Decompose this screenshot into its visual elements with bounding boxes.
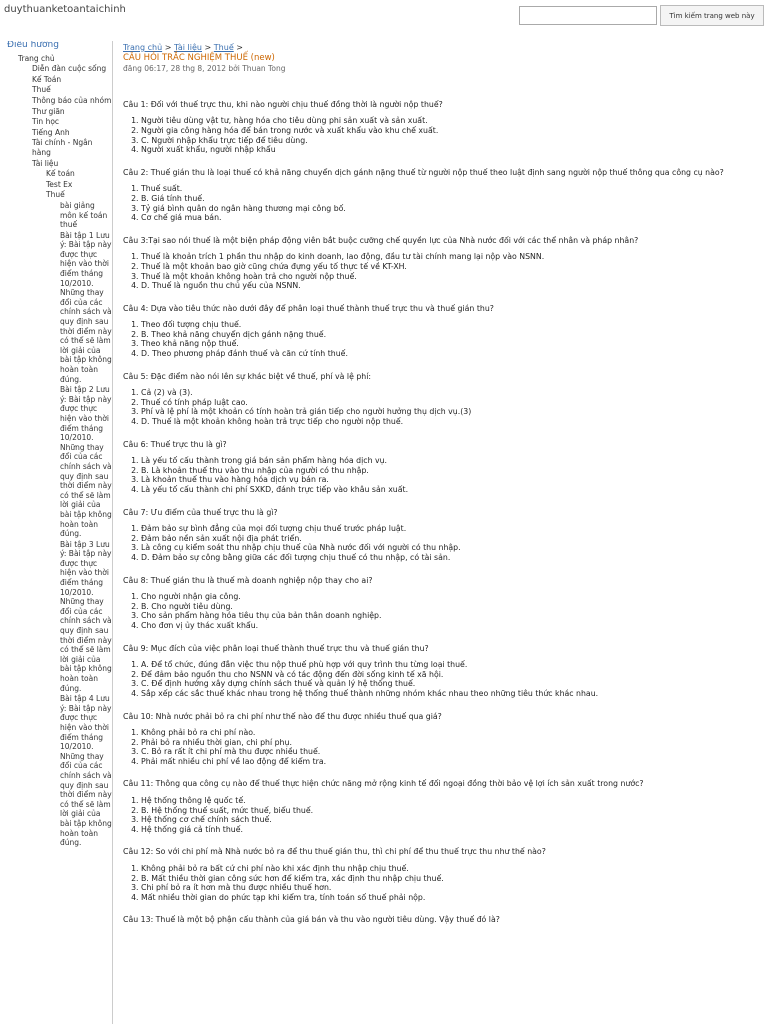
sidebar-item[interactable]: bài giảng môn kế toán thuế bbox=[60, 200, 108, 230]
answer-list bbox=[123, 116, 763, 154]
answer-list bbox=[123, 796, 763, 834]
answer-option: 2. Thuế có tính pháp luật cao. bbox=[141, 398, 763, 408]
answer-list bbox=[123, 728, 763, 766]
question-text: Câu 4: Dựa vào tiêu thức nào dưới đây để phân loại thuế thành thuế trực thu và thuế gián thu? bbox=[123, 303, 494, 313]
answer-option: 2. B. Mất thiều thời gian công sức hơn để kiểm tra, xác định thu nhập chịu thuế. bbox=[141, 874, 763, 884]
question-block bbox=[123, 100, 763, 155]
question-text: Câu 10: Nhà nước phải bỏ ra chi phí như thế nào để thu được nhiều thuế qua giá? bbox=[123, 711, 442, 721]
sidebar-item[interactable]: Trang chủ bbox=[18, 53, 55, 63]
answer-option: 4. D. Đảm bảo sự công bằng giữa các đối tượng chịu thuế có thu nhập, có tài sản. bbox=[141, 553, 763, 563]
question-text: Câu 2: Thuế gián thu là loại thuế có khả năng chuyển dịch gánh nặng thuế từ người nộp thuế theo luật định sang người nộp thuế thông qua công cụ nào? bbox=[123, 167, 724, 177]
answer-option: 1. Cả (2) và (3). bbox=[141, 388, 763, 398]
answer-option: 1. A. Để tổ chức, đúng đắn việc thu nộp thuế phù hợp với quy trình thu từng loại thuế. bbox=[141, 660, 763, 670]
sidebar-item[interactable]: Thuế bbox=[32, 85, 51, 95]
breadcrumb-separator: > bbox=[164, 43, 172, 52]
sidebar-item[interactable]: Kế Toán bbox=[32, 74, 62, 84]
answer-option: 2. B. Cho người tiêu dùng. bbox=[141, 602, 763, 612]
answer-option: 1. Đảm bảo sự bình đẳng của mọi đối tượng chịu thuế trước pháp luật. bbox=[141, 524, 763, 534]
question-text: Câu 1: Đối với thuế trực thu, khi nào người chịu thuế đồng thời là người nộp thuế? bbox=[123, 99, 443, 109]
sidebar-item[interactable]: Tiếng Anh bbox=[32, 127, 70, 137]
question-block bbox=[123, 644, 763, 699]
question-text: Câu 12: So với chi phí mà Nhà nước bỏ ra để thu thuế gián thu, thì chi phí để thu thuế trực thu như thế nào? bbox=[123, 847, 546, 857]
sidebar-item[interactable]: Thuế bbox=[46, 190, 65, 200]
sidebar-item[interactable]: Diễn đàn cuộc sống bbox=[32, 64, 107, 74]
answer-option: 3. Tỷ giá bình quân do ngân hàng thương mại công bố. bbox=[141, 204, 763, 214]
sidebar-item[interactable]: Bài tập 2 Lưu ý: Bài tập này được thực hiện vào thời điểm tháng 10/2010. Những thay đổi của các chính sách và quy định sau thời điểm này có thể sẽ làm lời giải của bài tập không hoàn toàn đúng. bbox=[60, 385, 112, 539]
answer-option: 2. Thuế là một khoản bao giờ cũng chứa đựng yếu tố thực tế về KT-XH. bbox=[141, 262, 763, 272]
answer-list bbox=[123, 388, 763, 426]
answer-list bbox=[123, 252, 763, 290]
answer-option: 3. Chi phí bỏ ra ít hơn mà thu được nhiều thuế hơn. bbox=[141, 883, 763, 893]
answer-option: 4. D. Theo phương pháp đánh thuế và căn cứ tính thuế. bbox=[141, 349, 763, 359]
answer-option: 4. Cho đơn vị ủy thác xuất khẩu. bbox=[141, 621, 763, 631]
answer-list bbox=[123, 524, 763, 562]
question-block bbox=[123, 304, 763, 359]
answer-option: 1. Không phải bỏ ra bất cứ chi phí nào khi xác định thu nhập chịu thuế. bbox=[141, 864, 763, 874]
answer-list bbox=[123, 184, 763, 222]
answer-option: 3. Thuế là một khoản không hoàn trả cho người nộp thuế. bbox=[141, 272, 763, 282]
answer-option: 3. Là khoản thuế thu vào hàng hóa dịch vụ bán ra. bbox=[141, 475, 763, 485]
question-block bbox=[123, 915, 763, 925]
answer-option: 4. Là yếu tố cấu thành chi phí SXKD, đánh trực tiếp vào khâu sản xuất. bbox=[141, 485, 763, 495]
answer-option: 2. B. Theo khả năng chuyển dịch gánh nặng thuế. bbox=[141, 330, 763, 340]
question-list bbox=[123, 100, 763, 925]
answer-option: 3. Hệ thống cơ chế chính sách thuế. bbox=[141, 815, 763, 825]
answer-option: 1. Cho người nhận gia công. bbox=[141, 592, 763, 602]
answer-option: 4. D. Thuế là nguồn thu chủ yếu của NSNN. bbox=[141, 281, 763, 291]
question-block bbox=[123, 236, 763, 291]
breadcrumb-link-documents[interactable]: Tài liệu bbox=[173, 43, 202, 52]
answer-option: 3. C. Để định hướng xây dựng chính sách thuế và quản lý hệ thống thuế. bbox=[141, 679, 763, 689]
sidebar-item[interactable]: Bài tập 4 Lưu ý: Bài tập này được thực hiện vào thời điểm tháng 10/2010. Những thay đổi của các chính sách và quy định sau thời điểm này có thể sẽ làm lời giải của bài tập không hoàn toàn đúng. bbox=[60, 694, 112, 848]
answer-option: 4. Mất nhiều thời gian do phức tạp khi kiểm tra, tính toán số thuế phải nộp. bbox=[141, 893, 763, 903]
sidebar-item[interactable]: Tài chính - Ngân hàng bbox=[32, 138, 93, 157]
answer-list bbox=[123, 660, 763, 698]
answer-option: 4. Người xuất khẩu, người nhập khẩu bbox=[141, 145, 763, 155]
sidebar-item[interactable]: Test Ex bbox=[46, 179, 73, 189]
answer-option: 2. Để đảm bảo nguồn thu cho NSNN và có tác động đến đời sống kinh tế xã hội. bbox=[141, 670, 763, 680]
site-title[interactable]: duythuanketoantaichinh bbox=[4, 4, 126, 15]
question-block bbox=[123, 440, 763, 495]
answer-list bbox=[123, 592, 763, 630]
answer-option: 2. B. Là khoản thuế thu vào thu nhập của người có thu nhập. bbox=[141, 466, 763, 476]
sidebar-item[interactable]: Thư giãn bbox=[32, 106, 65, 116]
answer-option: 4. Cơ chế giá mua bán. bbox=[141, 213, 763, 223]
answer-list bbox=[123, 320, 763, 358]
search-input[interactable] bbox=[519, 6, 657, 25]
answer-option: 3. Phí và lệ phí là một khoản có tính hoàn trả gián tiếp cho người hưởng thụ dịch vụ.(3) bbox=[141, 407, 763, 417]
page-title: CÂU HỎI TRẮC NGHIỆM THUẾ (new) bbox=[123, 52, 275, 63]
sidebar-item[interactable]: Tài liệu bbox=[32, 158, 59, 168]
answer-option: 3. C. Bỏ ra rất ít chi phí mà thu được nhiều thuế. bbox=[141, 747, 763, 757]
sidebar-navigation bbox=[4, 41, 113, 1024]
answer-option: 1. Thuế suất. bbox=[141, 184, 763, 194]
question-block bbox=[123, 847, 763, 902]
breadcrumb-link-home[interactable]: Trang chủ bbox=[123, 43, 163, 52]
answer-option: 4. Hệ thống giá cả tính thuế. bbox=[141, 825, 763, 835]
answer-option: 4. Phải mất nhiều chi phí về lao động để kiểm tra. bbox=[141, 757, 763, 767]
question-text: Câu 6: Thuế trực thu là gì? bbox=[123, 439, 227, 449]
sidebar-item[interactable]: Bài tập 3 Lưu ý: Bài tập này được thực hiện vào thời điểm tháng 10/2010. Những thay đổi của các chính sách và quy định sau thời điểm này có thể sẽ làm lời giải của bài tập không hoàn toàn đúng. bbox=[60, 539, 112, 693]
answer-option: 3. Cho sản phẩm hàng hóa tiêu thụ của bản thân doanh nghiệp. bbox=[141, 611, 763, 621]
answer-option: 2. Phải bỏ ra nhiều thời gian, chi phí phụ. bbox=[141, 738, 763, 748]
answer-option: 4. Sắp xếp các sắc thuế khác nhau trong hệ thống thuế thành những nhóm khác nhau theo những tiêu thức khác nhau. bbox=[141, 689, 763, 699]
question-block bbox=[123, 508, 763, 563]
answer-option: 3. C. Người nhập khẩu trực tiếp để tiêu dùng. bbox=[141, 136, 763, 146]
breadcrumb-separator: > bbox=[236, 43, 243, 52]
question-text: Câu 13: Thuế là một bộ phận cấu thành của giá bán và thu vào người tiêu dùng. Vậy thuế đó là? bbox=[123, 915, 500, 925]
answer-list bbox=[123, 456, 763, 494]
answer-option: 2. B. Giá tính thuế. bbox=[141, 194, 763, 204]
question-text: Câu 11: Thông qua công cụ nào để thuế thực hiện chức năng mở rộng kinh tế đối ngoại đồng thời bảo vệ lợi ích sản xuất trong nước? bbox=[123, 779, 644, 789]
question-block bbox=[123, 779, 763, 834]
breadcrumb-separator: > bbox=[204, 43, 212, 52]
post-meta: đăng 06:17, 28 thg 8, 2012 bởi Thuan Tong bbox=[123, 64, 286, 74]
breadcrumb bbox=[123, 43, 763, 53]
question-text: Câu 9: Mục đích của việc phân loại thuế thành thuế trực thu và thuế gián thu? bbox=[123, 643, 429, 653]
answer-option: 1. Người tiêu dùng vật tư, hàng hóa cho tiêu dùng phi sản xuất và sản xuất. bbox=[141, 116, 763, 126]
answer-option: 1. Hệ thống thông lệ quốc tế. bbox=[141, 796, 763, 806]
answer-option: 1. Thuế là khoản trích 1 phần thu nhập do kinh doanh, lao động, đầu tư tài chính mang lại nộp vào NSNN. bbox=[141, 252, 763, 262]
answer-option: 1. Không phải bỏ ra chi phí nào. bbox=[141, 728, 763, 738]
question-block bbox=[123, 372, 763, 427]
question-text: Câu 8: Thuế gián thu là thuế mà doanh nghiệp nộp thay cho ai? bbox=[123, 575, 373, 585]
answer-option: 1. Theo đối tượng chịu thuế. bbox=[141, 320, 763, 330]
answer-option: 3. Theo khả năng nộp thuế. bbox=[141, 339, 763, 349]
answer-option: 1. Là yếu tố cấu thành trong giá bán sản phẩm hàng hóa dịch vụ. bbox=[141, 456, 763, 466]
sidebar-items bbox=[4, 54, 112, 848]
question-text: Câu 7: Ưu điểm của thuế trực thu là gì? bbox=[123, 507, 278, 517]
answer-option: 2. Người gia công hàng hóa để bán trong nước và xuất khẩu vào khu chế xuất. bbox=[141, 126, 763, 136]
question-block bbox=[123, 168, 763, 223]
sidebar-item[interactable]: Kế toán bbox=[46, 169, 75, 179]
sidebar-item[interactable]: Bài tập 1 Lưu ý: Bài tập này được thực hiện vào thời điểm tháng 10/2010. Những thay đổi của các chính sách và quy định sau thời điểm này có thể sẽ làm lời giải của bài tập không hoàn toàn đúng. bbox=[60, 230, 112, 384]
answer-option: 2. Đảm bảo nền sản xuất nội địa phát triển. bbox=[141, 534, 763, 544]
sidebar-item[interactable]: Thông báo của nhóm bbox=[32, 95, 112, 105]
question-text: Câu 3:Tại sao nói thuế là một biện pháp động viên bắt buộc cưỡng chế quyền lực của Nhà nước đối với các thể nhân và pháp nhân? bbox=[123, 235, 639, 245]
answer-option: 3. Là công cụ kiểm soát thu nhập chịu thuế của Nhà nước đối với người có thu nhập. bbox=[141, 543, 763, 553]
question-block bbox=[123, 576, 763, 631]
sidebar-title: Điều hướng bbox=[7, 41, 59, 50]
sidebar-item[interactable]: Tin học bbox=[32, 117, 60, 127]
question-text: Câu 5: Đặc điểm nào nói lên sự khác biệt về thuế, phí và lệ phí: bbox=[123, 371, 372, 381]
search-button[interactable]: Tìm kiếm trang web này bbox=[660, 5, 764, 26]
main-content bbox=[123, 43, 763, 1024]
answer-option: 2. B. Hệ thống thuế suất, mức thuế, biểu thuế. bbox=[141, 806, 763, 816]
breadcrumb-link-tax[interactable]: Thuế bbox=[213, 43, 234, 52]
question-block bbox=[123, 712, 763, 767]
answer-list bbox=[123, 864, 763, 902]
answer-option: 4. D. Thuế là một khoản không hoàn trả trực tiếp cho người nộp thuế. bbox=[141, 417, 763, 427]
